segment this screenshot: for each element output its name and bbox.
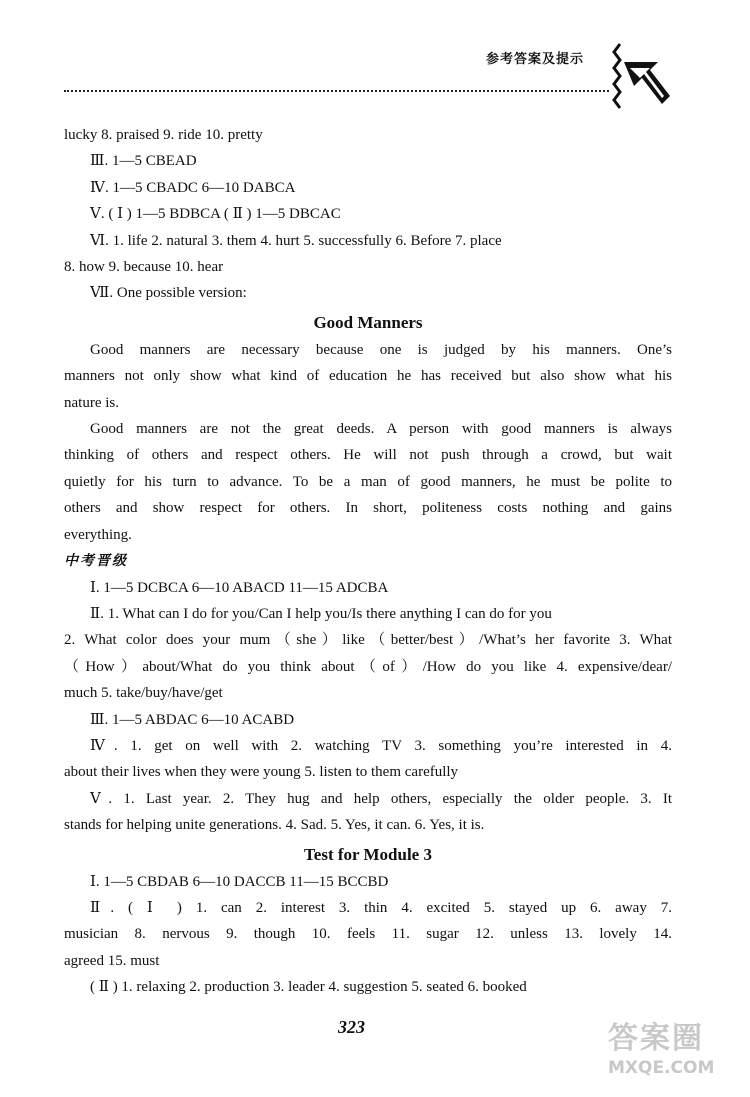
watermark-logo-text: 答案圈 — [608, 1021, 704, 1056]
header-dotted-rule — [64, 90, 609, 92]
answer-line: Ⅵ. 1. life 2. natural 3. them 4. hurt 5. successfully 6. Before 7. place — [90, 232, 502, 249]
answer-line: Ⅳ. 1—5 CBADC 6—10 DABCA — [90, 179, 296, 196]
answer-line: （How）about/What do you think about（of）/How do you like 4. expensive/dear/ — [64, 658, 672, 675]
essay-paragraph-1 — [64, 337, 672, 416]
answer-line: 8. how 9. because 10. hear — [64, 259, 224, 276]
answer-line: Ⅴ. 1. Last year. 2. They hug and help others, especially the older people. 3. It — [90, 790, 672, 807]
answer-line: ( Ⅱ ) 1. relaxing 2. production 3. leader 4. suggestion 5. seated 6. booked — [90, 979, 527, 996]
answer-line: Ⅴ. ( Ⅰ ) 1—5 BDBCA ( Ⅱ ) 1—5 DBCAC — [90, 206, 341, 223]
answer-line: Ⅰ. 1—5 DCBCA 6—10 ABACD 11—15 ADCBA — [90, 579, 389, 596]
answer-line: lucky 8. praised 9. ride 10. pretty — [64, 127, 263, 143]
answer-line: stands for helping unite generations. 4. Sad. 5. Yes, it can. 6. Yes, it is. — [64, 817, 485, 834]
header-title: 参考答案及提示 — [486, 52, 585, 67]
answer-line: musician 8. nervous 9. though 10. feels 11. sugar 12. unless 13. lovely 14. — [64, 926, 672, 943]
answer-line: about their lives when they were young 5. listen to them carefully — [64, 764, 459, 781]
answer-line: Ⅱ. 1. What can I do for you/Can I help you/Is there anything I can do for you — [90, 605, 552, 622]
answer-line: Ⅶ. One possible version: — [90, 285, 247, 302]
arrow-icon — [604, 40, 674, 112]
essay-line: nature is. — [64, 394, 119, 411]
essay-line: thinking of others and respect others. He will not push through a crowd, but wait — [64, 447, 672, 464]
essay-paragraph-2 — [64, 416, 672, 548]
essay-line: others and show respect for others. In short, politeness costs nothing and gains — [64, 500, 672, 517]
watermark — [608, 1020, 740, 1090]
test-title: Test for Module 3 — [304, 844, 432, 864]
answer-line: 2. What color does your mum（she）like（better/best）/What’s her favorite 3. What — [64, 632, 672, 649]
essay-line: everything. — [64, 526, 132, 543]
essay-line: manners not only show what kind of education he has received but also show what his — [64, 368, 672, 385]
answer-line: Ⅱ. ( Ⅰ ) 1. can 2. interest 3. thin 4. excited 5. stayed up 6. away 7. — [90, 899, 672, 916]
page-number: 323 — [338, 1017, 365, 1037]
watermark-url: MXQE.COM — [608, 1058, 715, 1078]
answer-line: much 5. take/buy/have/get — [64, 685, 223, 702]
essay-title: Good Manners — [313, 312, 423, 332]
answer-content — [64, 122, 672, 1001]
answer-line: Ⅳ. 1. get on well with 2. watching TV 3. something you’re interested in 4. — [90, 737, 672, 754]
answer-line: Ⅲ. 1—5 CBEAD — [90, 153, 197, 170]
answer-line: Ⅰ. 1—5 CBDAB 6—10 DACCB 11—15 BCCBD — [90, 873, 389, 890]
answer-line: agreed 15. must — [64, 952, 160, 969]
essay-line: Good manners are not the great deeds. A person with good manners is always — [90, 421, 672, 438]
section-title: 中考晋级 — [64, 553, 128, 570]
essay-line: quietly for his turn to advance. To be a man of good manners, he must be polite to — [64, 473, 672, 490]
answer-line: Ⅲ. 1—5 ABDAC 6—10 ACABD — [90, 711, 295, 728]
essay-line: Good manners are necessary because one is judged by his manners. One’s — [90, 341, 672, 358]
